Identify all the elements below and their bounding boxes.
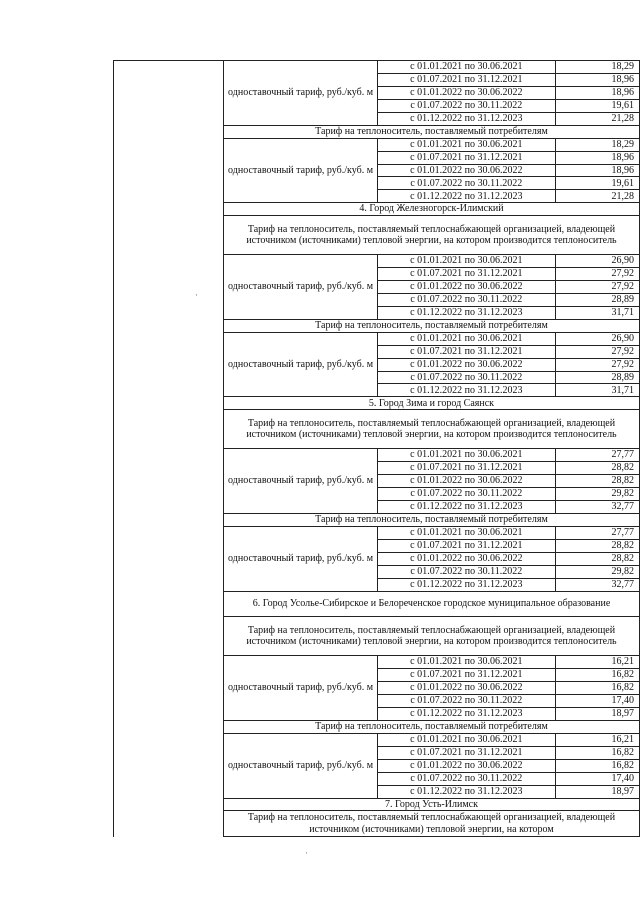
tariff-period: с 01.07.2021 по 31.12.2021 — [378, 345, 555, 358]
tariff-period: с 01.07.2021 по 31.12.2021 — [378, 746, 555, 759]
tariff-value: 27,77 — [555, 449, 640, 462]
tariff-period: с 01.01.2022 по 30.06.2022 — [378, 358, 555, 371]
tariff-value: 16,82 — [555, 759, 640, 772]
tariff-unit-label: одноставочный тариф, руб./куб. м — [223, 656, 377, 721]
tariff-period: с 01.07.2022 по 30.11.2022 — [378, 371, 555, 384]
tariff-period: с 01.01.2021 по 30.06.2021 — [378, 733, 555, 746]
tariff-unit-label: одноставочный тариф, руб./куб. м — [223, 733, 377, 798]
scan-speck: · — [195, 290, 198, 300]
tariff-period: с 01.01.2021 по 30.06.2021 — [378, 656, 555, 669]
network-tariff-header: Тариф на теплоноситель, поставляемый теплоснабжающей организацией, владеющей источником (источниками) тепловой энергии, на котором производится теплоноситель — [223, 216, 639, 255]
tariff-value: 16,82 — [555, 682, 640, 695]
tariff-value: 29,82 — [555, 565, 640, 578]
tariff-period: с 01.07.2021 по 31.12.2021 — [378, 669, 555, 682]
tariff-value: 29,82 — [555, 488, 640, 501]
tariff-unit-label: одноставочный тариф, руб./куб. м — [223, 138, 377, 203]
tariff-value: 18,96 — [555, 73, 640, 86]
tariff-value: 26,90 — [555, 255, 640, 268]
tariff-period: с 01.12.2022 по 31.12.2023 — [378, 500, 555, 513]
tariff-value: 16,82 — [555, 746, 640, 759]
tariff-value: 31,71 — [555, 306, 640, 319]
tariff-period: с 01.01.2021 по 30.06.2021 — [378, 61, 555, 74]
tariff-period: с 01.07.2022 по 30.11.2022 — [378, 293, 555, 306]
tariff-value: 19,61 — [555, 99, 640, 112]
tariff-value: 27,92 — [555, 268, 640, 281]
tariff-value: 28,82 — [555, 475, 640, 488]
tariff-value: 18,97 — [555, 785, 640, 798]
tariff-value: 27,92 — [555, 358, 640, 371]
tariff-value: 18,97 — [555, 707, 640, 720]
tariff-unit-label: одноставочный тариф, руб./куб. м — [223, 526, 377, 591]
region-title: 5. Город Зима и город Саянск — [223, 397, 639, 410]
tariff-value: 21,28 — [555, 112, 640, 125]
consumer-tariff-header: Тариф на теплоноситель, поставляемый потребителям — [223, 720, 639, 733]
tariff-row — [114, 61, 640, 74]
tariff-value: 27,92 — [555, 345, 640, 358]
tariff-period: с 01.01.2022 по 30.06.2022 — [378, 164, 555, 177]
tariff-value: 16,82 — [555, 669, 640, 682]
left-blank-cell — [114, 61, 224, 837]
tariff-period: с 01.01.2021 по 30.06.2021 — [378, 449, 555, 462]
tariff-period: с 01.07.2022 по 30.11.2022 — [378, 565, 555, 578]
tariff-period: с 01.01.2022 по 30.06.2022 — [378, 759, 555, 772]
tariff-period: с 01.07.2021 по 31.12.2021 — [378, 539, 555, 552]
tariff-period: с 01.12.2022 по 31.12.2023 — [378, 785, 555, 798]
consumer-tariff-header: Тариф на теплоноситель, поставляемый потребителям — [223, 319, 639, 332]
tariff-period: с 01.07.2022 по 30.11.2022 — [378, 177, 555, 190]
consumer-tariff-header: Тариф на теплоноситель, поставляемый потребителям — [223, 125, 639, 138]
tariff-value: 31,71 — [555, 384, 640, 397]
tariff-period: с 01.07.2022 по 30.11.2022 — [378, 488, 555, 501]
tariff-period: с 01.12.2022 по 31.12.2023 — [378, 112, 555, 125]
tariff-table — [113, 60, 640, 837]
tariff-value: 16,21 — [555, 656, 640, 669]
tariff-value: 28,82 — [555, 552, 640, 565]
tariff-period: с 01.07.2022 по 30.11.2022 — [378, 695, 555, 708]
tariff-period: с 01.12.2022 по 31.12.2023 — [378, 384, 555, 397]
tariff-value: 17,40 — [555, 695, 640, 708]
tariff-period: с 01.12.2022 по 31.12.2023 — [378, 306, 555, 319]
tariff-value: 17,40 — [555, 772, 640, 785]
tariff-value: 32,77 — [555, 578, 640, 591]
tariff-value: 18,96 — [555, 86, 640, 99]
tariff-period: с 01.01.2022 по 30.06.2022 — [378, 475, 555, 488]
tariff-period: с 01.07.2021 по 31.12.2021 — [378, 268, 555, 281]
network-tariff-header: Тариф на теплоноситель, поставляемый теплоснабжающей организацией, владеющей источником (источниками) тепловой энергии, на котором производится теплоноситель — [223, 410, 639, 449]
tariff-period: с 01.12.2022 по 31.12.2023 — [378, 707, 555, 720]
tariff-period: с 01.07.2022 по 30.11.2022 — [378, 99, 555, 112]
tariff-period: с 01.07.2021 по 31.12.2021 — [378, 462, 555, 475]
tariff-period: с 01.12.2022 по 31.12.2023 — [378, 578, 555, 591]
tariff-period: с 01.07.2021 по 31.12.2021 — [378, 151, 555, 164]
tariff-period: с 01.07.2021 по 31.12.2021 — [378, 73, 555, 86]
tariff-unit-label: одноставочный тариф, руб./куб. м — [223, 255, 377, 320]
tariff-value: 28,82 — [555, 462, 640, 475]
tariff-unit-label: одноставочный тариф, руб./куб. м — [223, 449, 377, 514]
tariff-unit-label: одноставочный тариф, руб./куб. м — [223, 332, 377, 397]
tariff-value: 28,82 — [555, 539, 640, 552]
tariff-period: с 01.07.2022 по 30.11.2022 — [378, 772, 555, 785]
tariff-period: с 01.01.2022 по 30.06.2022 — [378, 280, 555, 293]
network-tariff-header: Тариф на теплоноситель, поставляемый теплоснабжающей организацией, владеющей источником (источниками) тепловой энергии, на котором производится теплоноситель — [223, 617, 639, 656]
region-title: 6. Город Усолье-Сибирское и Белореченское городское муниципальное образование — [223, 591, 639, 617]
tariff-value: 26,90 — [555, 332, 640, 345]
tariff-value: 18,96 — [555, 164, 640, 177]
tariff-value: 32,77 — [555, 500, 640, 513]
tariff-period: с 01.01.2021 по 30.06.2021 — [378, 332, 555, 345]
tariff-period: с 01.01.2022 по 30.06.2022 — [378, 552, 555, 565]
tariff-value: 18,29 — [555, 61, 640, 74]
tariff-value: 16,21 — [555, 733, 640, 746]
tariff-value: 18,96 — [555, 151, 640, 164]
tariff-value: 18,29 — [555, 138, 640, 151]
tariff-table-body — [114, 61, 640, 837]
tariff-value: 28,89 — [555, 371, 640, 384]
scan-speck: · — [305, 848, 308, 858]
tariff-period: с 01.12.2022 по 31.12.2023 — [378, 190, 555, 203]
region-title: 7. Город Усть-Илимск — [223, 798, 639, 811]
tariff-period: с 01.01.2021 по 30.06.2021 — [378, 255, 555, 268]
tariff-period: с 01.01.2022 по 30.06.2022 — [378, 682, 555, 695]
region-title: 4. Город Железногорск-Илимский — [223, 203, 639, 216]
tariff-period: с 01.01.2022 по 30.06.2022 — [378, 86, 555, 99]
tariff-value: 21,28 — [555, 190, 640, 203]
tariff-period: с 01.01.2021 по 30.06.2021 — [378, 138, 555, 151]
tariff-value: 27,77 — [555, 526, 640, 539]
tariff-unit-label: одноставочный тариф, руб./куб. м — [223, 61, 377, 126]
consumer-tariff-header: Тариф на теплоноситель, поставляемый потребителям — [223, 513, 639, 526]
tariff-value: 28,89 — [555, 293, 640, 306]
tariff-value: 19,61 — [555, 177, 640, 190]
tariff-period: с 01.01.2021 по 30.06.2021 — [378, 526, 555, 539]
tariff-value: 27,92 — [555, 280, 640, 293]
network-tariff-header-partial: Тариф на теплоноситель, поставляемый теплоснабжающей организацией, владеющей источником (источниками) тепловой энергии, на котором — [223, 811, 639, 837]
